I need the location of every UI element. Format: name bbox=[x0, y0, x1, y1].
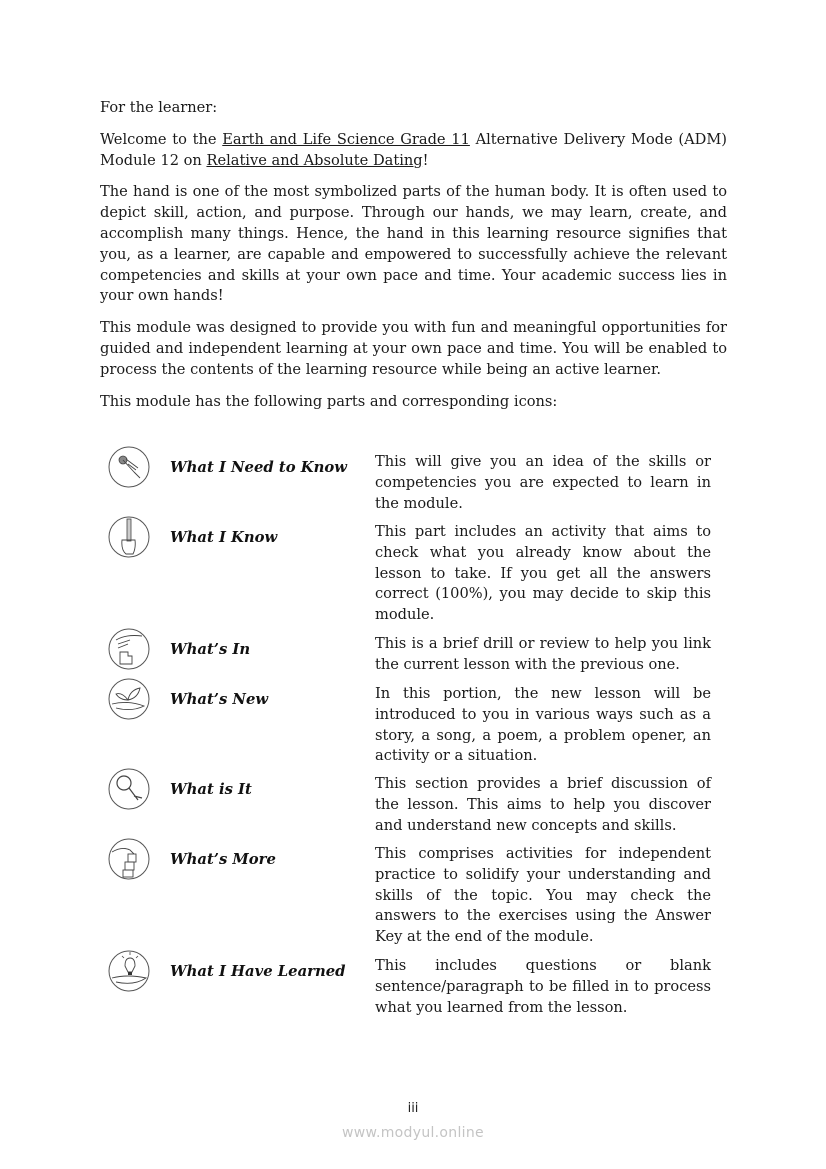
part-label: What’s More bbox=[170, 851, 276, 868]
part-label: What is It bbox=[170, 781, 252, 798]
part-label: What I Know bbox=[170, 529, 278, 546]
design-paragraph: This module was designed to provide you with fun and meaningful opportunities for guided and independent learning at your own pace and time. You will be enabled to process the contents of the learning resource while being an active learner. bbox=[100, 319, 727, 378]
part-description: This is a brief drill or review to help you link the current lesson with the previous one. bbox=[375, 635, 711, 673]
hand-pointing-icon bbox=[108, 446, 150, 488]
part-description: This part includes an activity that aims to check what you already know about the lesson to take. If you get all the answers correct (100%), you may decide to skip this module. bbox=[375, 523, 711, 624]
welcome-prefix: Welcome to the bbox=[100, 130, 223, 148]
hand-lightbulb-icon bbox=[108, 950, 150, 992]
hand-seedling-icon bbox=[108, 678, 150, 720]
welcome-suffix: ! bbox=[422, 151, 429, 169]
welcome-middle: Alternative Delivery Mode (ADM) Module 12 on bbox=[100, 130, 728, 169]
part-description: This comprises activities for independent practice to solidify your understanding and skills of the topic. You may check the answers to the exercises using the Answer Key at the end of the module. bbox=[375, 845, 711, 946]
part-label: What’s New bbox=[170, 691, 269, 708]
greeting: For the learner: bbox=[100, 99, 218, 116]
part-description: This will give you an idea of the skills or competencies you are expected to learn in the module. bbox=[375, 453, 711, 512]
hand-holding-pencil-icon bbox=[108, 516, 150, 558]
hand-stacking-blocks-icon bbox=[108, 838, 150, 880]
part-description: This section provides a brief discussion of the lesson. This aims to help you discover and understand new concepts and skills. bbox=[375, 775, 711, 834]
part-description: In this portion, the new lesson will be introduced to you in various ways such as a story, a song, a poem, a problem opener, an activity or a situation. bbox=[375, 685, 711, 765]
welcome-paragraph bbox=[100, 130, 727, 172]
subject-title: Earth and Life Science Grade 11 bbox=[222, 130, 470, 148]
hand-puzzle-piece-icon bbox=[108, 628, 150, 670]
part-label: What I Need to Know bbox=[170, 459, 347, 476]
part-label: What’s In bbox=[170, 641, 251, 658]
intro-section bbox=[100, 98, 727, 423]
parts-intro: This module has the following parts and corresponding icons: bbox=[100, 392, 558, 410]
hand-paragraph: The hand is one of the most symbolized parts of the human body. It is often used to depict skill, action, and purpose. Through our hands, we may learn, create, and accomplish many things. Hence, the hand in this learning resource signifies that you, as a learner, are capable and empowered to successfully achieve the relevant competencies and skills at your own pace and time. Your academic success lies in your own hands! bbox=[100, 183, 727, 305]
hand-magnifier-icon bbox=[108, 768, 150, 810]
watermark: www.modyul.online bbox=[342, 1125, 484, 1141]
part-label: What I Have Learned bbox=[170, 963, 346, 980]
module-topic: Relative and Absolute Dating bbox=[206, 151, 423, 169]
page-number: iii bbox=[407, 1101, 419, 1116]
part-description: This includes questions or blank sentence/paragraph to be filled in to process what you learned from the lesson. bbox=[375, 957, 711, 1016]
